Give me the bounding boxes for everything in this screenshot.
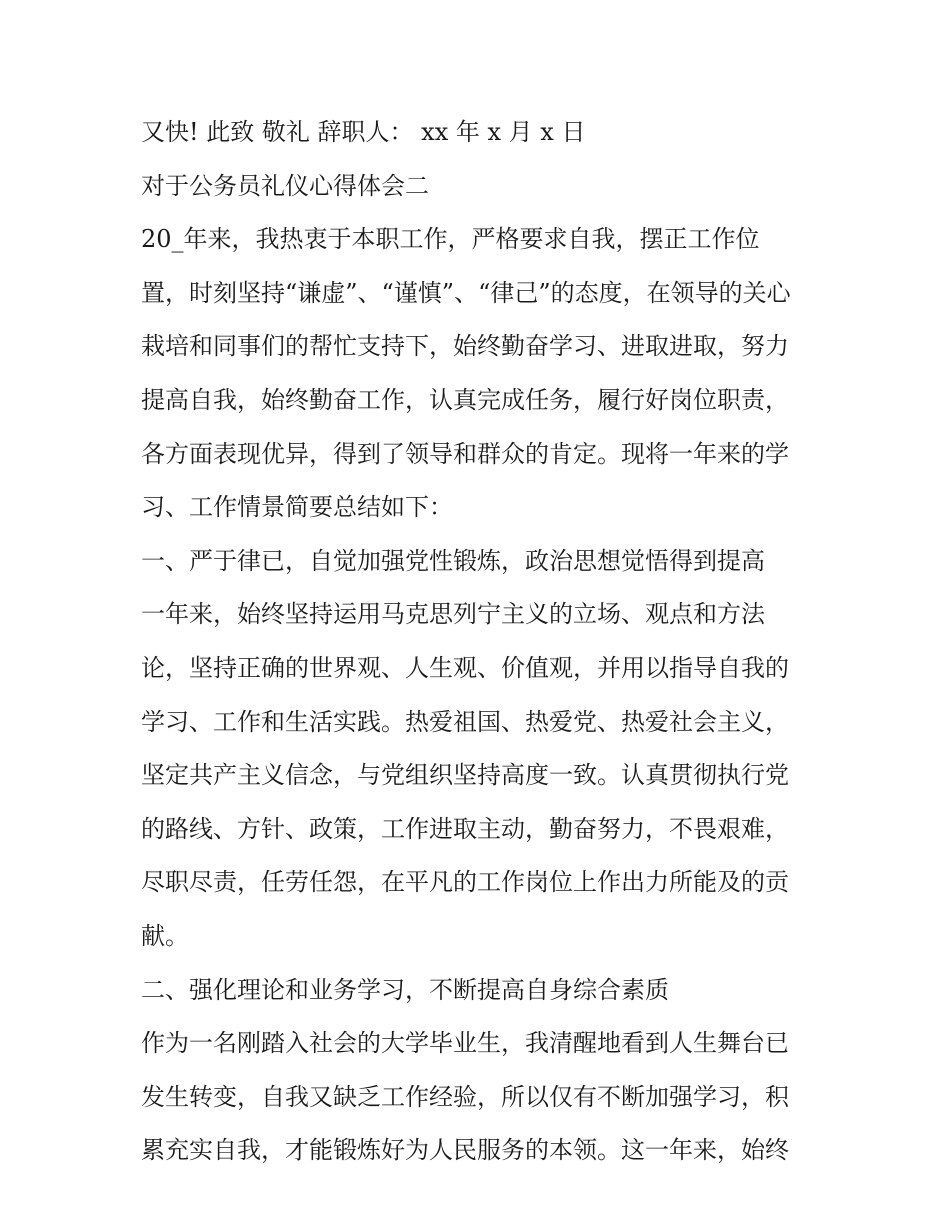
- text-line: 累充实自我，才能锻炼好为人民服务的本领。这一年来，始终: [141, 1136, 789, 1165]
- text-line: 20_年来，我热衷于本职工作，严格要求自我，摆正工作位: [141, 225, 760, 254]
- text-line: 论，坚持正确的世界观、人生观、价值观，并用以指导自我的: [141, 653, 789, 682]
- document-body: [141, 106, 821, 1178]
- text-line: 栽培和同事们的帮忙支持下，始终勤奋学习、进取进取，努力: [141, 332, 789, 361]
- text-line: 尽职尽责，任劳任怨，在平凡的工作岗位上作出力所能及的贡: [141, 868, 789, 897]
- text-line: 的路线、方针、政策，工作进取主动，勤奋努力，不畏艰难，: [141, 814, 789, 843]
- text-line: 献。: [141, 921, 189, 950]
- text-line: 各方面表现优异，得到了领导和群众的肯定。现将一年来的学: [141, 439, 789, 468]
- text-line: 提高自我，始终勤奋工作，认真完成任务，履行好岗位职责，: [141, 385, 789, 414]
- text-line: 学习、工作和生活实践。热爱祖国、热爱党、热爱社会主义，: [141, 707, 789, 736]
- text-line: 又快! 此致 敬礼 辞职人： xx 年 x 月 x 日: [141, 118, 586, 146]
- text-line: 一年来，始终坚持运用马克思列宁主义的立场、观点和方法: [141, 600, 765, 629]
- text-line: 作为一名刚踏入社会的大学毕业生，我清醒地看到人生舞台已: [141, 1029, 789, 1058]
- section-heading: 二、强化理论和业务学习，不断提高自身综合素质: [141, 975, 669, 1004]
- section-title: 对于公务员礼仪心得体会二: [141, 171, 429, 200]
- text-line: 发生转变，自我又缺乏工作经验，所以仅有不断加强学习，积: [141, 1082, 789, 1111]
- text-line: 习、工作情景简要总结如下：: [141, 493, 453, 522]
- text-line: 坚定共产主义信念，与党组织坚持高度一致。认真贯彻执行党: [141, 761, 789, 790]
- section-heading: 一、严于律已，自觉加强党性锻炼，政治思想觉悟得到提高: [141, 546, 765, 575]
- text-line: 置，时刻坚持“谦虚”、“谨慎”、“律己”的态度，在领导的关心: [141, 278, 791, 307]
